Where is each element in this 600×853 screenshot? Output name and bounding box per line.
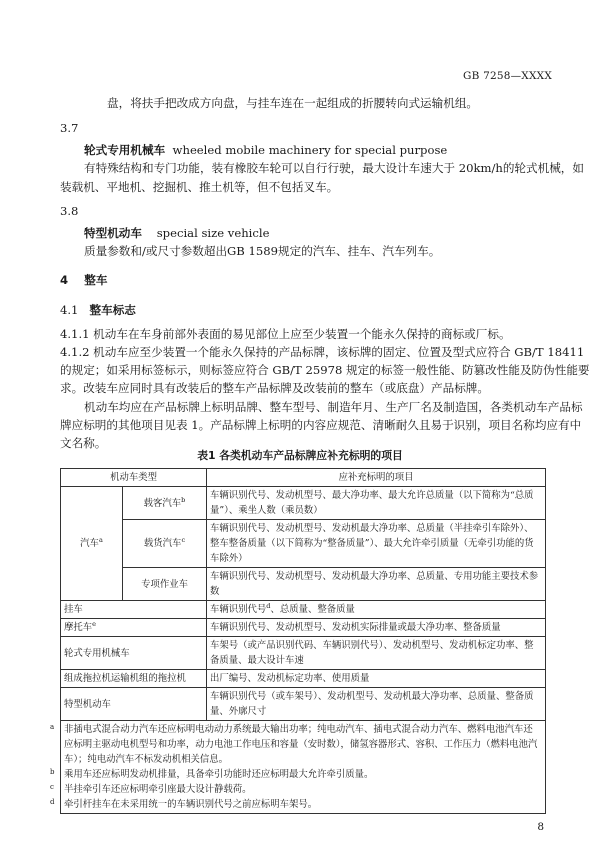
section-4-1-number: 4.1	[60, 303, 79, 317]
table-row	[61, 520, 546, 568]
clause-4-1-2-line-3: 求。改装车应同时具有改装后的整车产品标牌及改装前的整车（或底盘）产品标牌。	[60, 381, 489, 395]
row-tractor: 组成拖拉机运输机组的拖拉机	[61, 670, 207, 688]
table-note	[50, 797, 542, 812]
table-notes-row	[61, 721, 546, 814]
row-cargo	[123, 520, 207, 568]
note-text: 非插电式混合动力汽车还应标明电动动力系统最大输出功率；纯电动汽车、插电式混合动力汽车、燃料电池汽车还应标明主驱动电机型号和功率，动力电池工作电压和容量（安时数），储氢容器形式、容积、工作压力（燃料电池汽车）；纯电动汽车不标发动机相关信息。	[64, 724, 538, 765]
table-row	[61, 688, 546, 721]
motorcycle-note-mark: e	[92, 619, 96, 628]
special-size-items: 车辆识别代号（或车架号）、发动机型号、发动机最大净功率、总质量、整备质量、外廓尺寸	[207, 688, 546, 721]
section-4-heading	[60, 272, 107, 288]
section-3-7-term	[84, 142, 447, 158]
section-3-7-definition-line-1: 有特殊结构和专门功能，装有橡胶车轮可以自行行驶，最大设计车速大于 20km/h的轮式机械，如	[84, 161, 584, 175]
section-4-number: 4	[60, 273, 69, 287]
wheeled-machinery-items: 车架号（或产品识别代码、车辆识别代号）、发动机型号、发动机标定功率、整备质量、最大设计车速	[207, 637, 546, 670]
table-row	[61, 637, 546, 670]
header-items: 应补充标明的项目	[207, 469, 546, 487]
note-text: 半挂牵引车还应标明牵引座最大设计静载荷。	[64, 784, 252, 795]
table-caption: 表1 各类机动车产品标牌应补充标明的项目	[197, 449, 403, 462]
row-motorcycle	[61, 619, 207, 637]
row-trailer: 挂车	[61, 601, 207, 619]
note-mark: d	[50, 798, 55, 806]
cargo-note-mark: c	[181, 535, 186, 544]
standard-code: GB 7258—XXXX	[463, 70, 552, 82]
section-3-8-title-zh: 特型机动车	[84, 226, 142, 240]
motorcycle-label: 摩托车	[64, 622, 93, 633]
trailer-items-a: 车辆识别代号	[210, 604, 267, 615]
paragraph-2-line-2: 牌应标明的其他项目见表 1。产品标牌上标明的内容应规范、清晰耐久且易于识别，项目名称均应有中	[60, 418, 582, 432]
passenger-note-mark: b	[181, 495, 186, 504]
row-special-operation: 专项作业车	[123, 568, 207, 601]
table-row	[61, 487, 546, 520]
clause-4-1-2-line-2: 的规定；如采用标签标示，则标签应符合 GB/T 25978 规定的标签一般性能、防篡改性能及防伪性能要	[60, 363, 590, 377]
section-3-8-definition: 质量参数和/或尺寸参数超出GB 1589规定的汽车、挂车、汽车列车。	[84, 244, 441, 258]
note-text: 乘用车还应标明发动机排量，具备牵引功能时还应标明最大允许牵引质量。	[64, 769, 374, 780]
row-group-car	[61, 487, 123, 601]
table-row	[61, 619, 546, 637]
section-3-8-title-en: special size vehicle	[156, 226, 270, 240]
note-mark: a	[50, 723, 55, 731]
table-row	[61, 670, 546, 688]
row-wheeled-machinery: 轮式专用机械车	[61, 637, 207, 670]
special-operation-items: 车辆识别代号、发动机型号、发动机最大净功率、总质量、专用功能主要技术参数	[207, 568, 546, 601]
section-3-8-term	[84, 225, 269, 241]
note-mark: b	[50, 768, 55, 776]
section-3-7-number: 3.7	[60, 121, 79, 135]
passenger-items: 车辆识别代号、发动机型号、最大净功率、最大允许总质量（以下简称为“总质量”）、乘坐人数（乘员数）	[207, 487, 546, 520]
table-row	[61, 568, 546, 601]
trailer-items	[207, 601, 546, 619]
trailer-items-b: 、总质量、整备质量	[270, 604, 355, 615]
page-number: 8	[537, 821, 544, 833]
table-header-row	[61, 469, 546, 487]
section-3-7-definition-line-2: 装载机、平地机、挖掘机、推土机等，但不包括叉车。	[60, 180, 339, 194]
paragraph-2-line-3: 文名称。	[60, 436, 107, 450]
clause-4-1-1: 4.1.1 机动车在车身前部外表面的易见部位上应至少装置一个能永久保持的商标或厂标。	[60, 327, 511, 341]
section-4-1-heading	[60, 302, 136, 318]
table-note	[50, 767, 542, 782]
row-passenger	[123, 487, 207, 520]
car-label: 汽车	[80, 538, 99, 549]
section-4-title: 整车	[84, 273, 108, 287]
note-text: 牵引杆挂车在未采用统一的车辆识别代号之前应标明车架号。	[64, 799, 318, 810]
product-plate-table	[50, 468, 546, 814]
note-mark: c	[50, 783, 54, 791]
cargo-label: 载货汽车	[143, 538, 182, 549]
trailer-note-mark: d	[266, 601, 271, 610]
clause-4-1-2-line-1: 4.1.2 机动车应至少装置一个能永久保持的产品标牌，该标牌的固定、位置及型式应符合 GB/T 18411	[60, 345, 585, 359]
table-note	[50, 722, 542, 767]
table-row	[61, 601, 546, 619]
table-notes	[50, 721, 546, 814]
tractor-items: 出厂编号、发动机标定功率、使用质量	[207, 670, 546, 688]
paragraph-2-line-1: 机动车均应在产品标牌上标明品牌、整车型号、制造年月、生产厂名及制造国，各类机动车产品标	[84, 400, 583, 414]
header-vehicle-type: 机动车类型	[61, 469, 207, 487]
table-note	[50, 782, 542, 797]
continuation-text: 盘，将扶手把改成方向盘，与挂车连在一起组成的折腰转向式运输机组。	[107, 96, 479, 110]
section-4-1-title: 整车标志	[89, 303, 136, 317]
cargo-items: 车辆识别代号、发动机型号、发动机最大净功率、总质量（半挂牵引车除外）、整车整备质量（以下简称为“整备质量”）、最大允许牵引质量（无牵引功能的货车除外）	[207, 520, 546, 568]
passenger-label: 载客汽车	[143, 497, 182, 509]
section-3-8-number: 3.8	[60, 204, 79, 218]
motorcycle-items: 车辆识别代号、发动机型号、发动机实际排量或最大净功率、整备质量	[207, 619, 546, 637]
section-3-7-title-en: wheeled mobile machinery for special purpose	[172, 143, 448, 157]
section-3-7-title-zh: 轮式专用机械车	[84, 143, 166, 157]
row-special-size: 特型机动车	[61, 688, 207, 721]
car-note-mark: a	[98, 535, 103, 544]
